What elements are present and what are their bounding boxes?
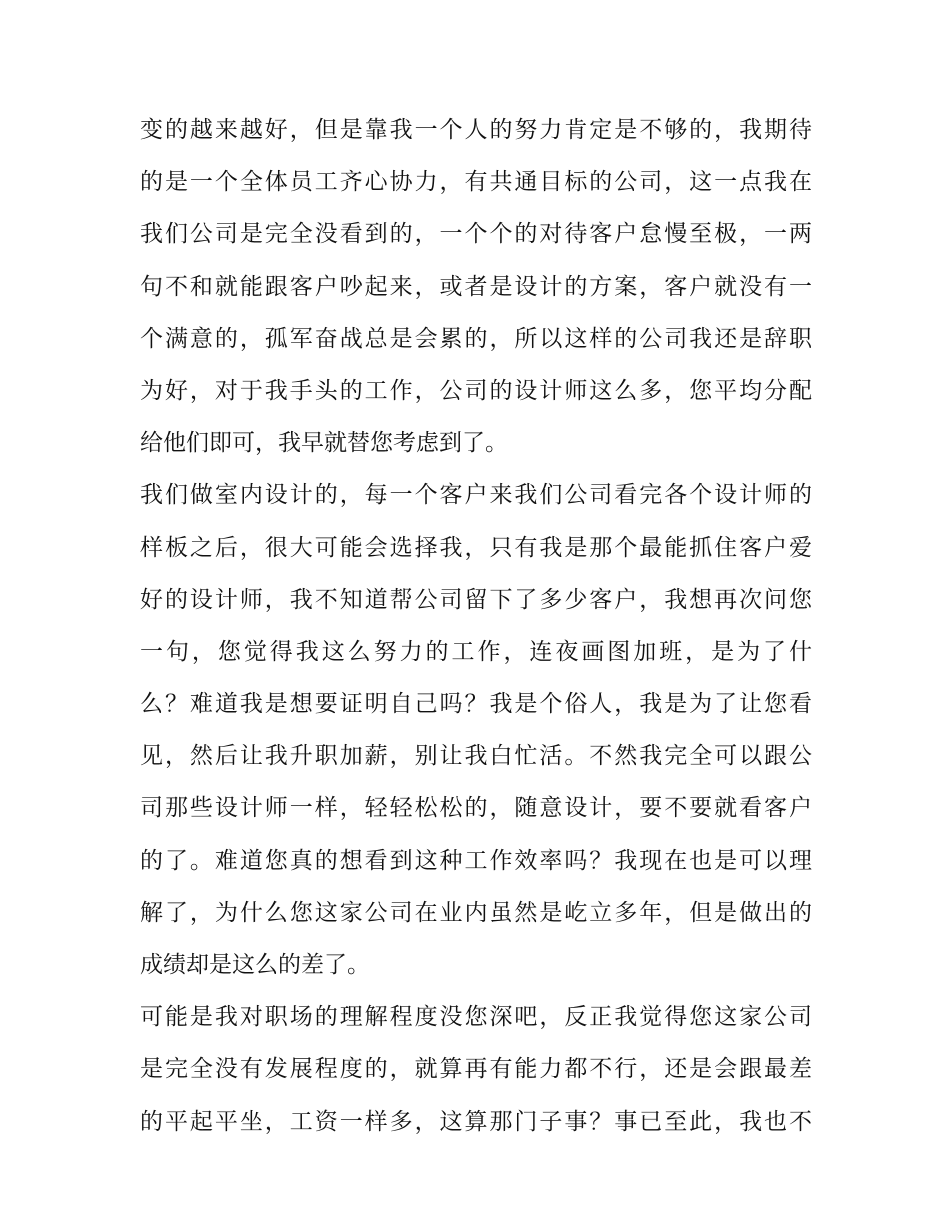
text-line: 好的设计师，我不知道帮公司留下了多少客户，我想再次问您 (140, 586, 812, 613)
text-line: 给他们即可，我早就替您考虑到了。 (140, 430, 508, 457)
text-line: 句不和就能跟客户吵起来，或者是设计的方案，客户就没有一 (140, 273, 812, 300)
text-line: 的平起平坐，工资一样多，这算那门子事？事已至此，我也不 (140, 1108, 812, 1135)
text-line: 解了，为什么您这家公司在业内虽然是屹立多年，但是做出的 (140, 899, 812, 926)
text-line: 见，然后让我升职加薪，别让我白忙活。不然我完全可以跟公 (140, 743, 812, 770)
text-line: 变的越来越好，但是靠我一个人的努力肯定是不够的，我期待 (140, 117, 812, 143)
text-line: 么？难道我是想要证明自己吗？我是个俗人，我是为了让您看 (140, 691, 812, 718)
text-line: 样板之后，很大可能会选择我，只有我是那个最能抓住客户爱 (140, 534, 812, 561)
text-line: 成绩却是这么的差了。 (140, 952, 370, 978)
text-line: 一句，您觉得我这么努力的工作，连夜画图加班，是为了什 (140, 638, 812, 665)
text-line: 我们公司是完全没看到的，一个个的对待客户怠慢至极，一两 (140, 221, 812, 248)
text-line: 我们做室内设计的，每一个客户来我们公司看完各个设计师的 (140, 482, 812, 509)
text-line: 为好，对于我手头的工作，公司的设计师这么多，您平均分配 (140, 377, 812, 404)
text-line: 的了。难道您真的想看到这种工作效率吗？我现在也是可以理 (140, 847, 812, 874)
text-line: 司那些设计师一样，轻轻松松的，随意设计，要不要就看客户 (140, 795, 812, 822)
text-line: 可能是我对职场的理解程度没您深吧，反正我觉得您这家公司 (140, 1004, 812, 1031)
text-line: 的是一个全体员工齐心协力，有共通目标的公司，这一点我在 (140, 169, 812, 196)
text-line: 个满意的，孤军奋战总是会累的，所以这样的公司我还是辞职 (140, 325, 812, 352)
body-text (140, 104, 812, 1148)
text-line: 是完全没有发展程度的，就算再有能力都不行，还是会跟最差 (140, 1056, 812, 1083)
